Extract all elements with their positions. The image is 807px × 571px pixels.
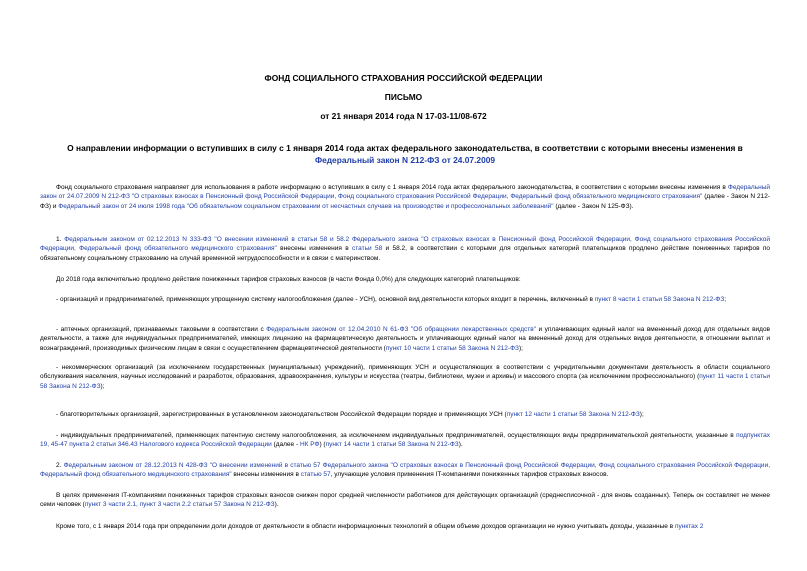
text: , улучающие условия применения IT-компаниями пониженных тарифов страховых взносов.: [330, 471, 609, 479]
text: В целях применения IT-компаниями пониженных тарифов страховых взносов снижен порог средней численности работников для действующих организаций (среднесписочной - для вновь созданных). Теперь он составляет не менее семи человек (: [40, 492, 770, 509]
law-125-link[interactable]: Федеральный закон от 24 июля 1998 года "Об обязательном социальном страховании от несчастных случаев на производстве и профессиональных заболеваний": [58, 202, 554, 210]
text: );: [100, 382, 105, 390]
paragraph-it-income: [40, 522, 770, 531]
text: Фонд социального страхования направляет для использования в работе информацию о вступивших в силу с 1 января 2014 года актах федерального законодательства, в соответствии с которыми внесены изменения в: [56, 184, 728, 191]
article-57-p3-link[interactable]: пункт 3 части 2.1, пункт 3 части 2.2 статьи 57 Закона N 212-ФЗ: [84, 501, 275, 509]
law-61-link[interactable]: Федеральным законом от 12.04.2010 N 61-ФЗ "Об обращении лекарственных средств": [266, 326, 536, 333]
article-58-p12-link[interactable]: пункт 12 части 1 статьи 58 Закона N 212-ФЗ: [506, 411, 640, 418]
text: и 58.2, в соответствии с которыми для отдельных категорий плательщиков продлено действие пониженных тарифов по обязательному социальному страхованию на случай временной нетрудоспособности и в связи с материнством.: [40, 245, 770, 262]
text: ) (: [319, 441, 326, 449]
org-title: ФОНД СОЦИАЛЬНОГО СТРАХОВАНИЯ РОССИЙСКОЙ ФЕДЕРАЦИИ: [264, 73, 543, 83]
article-58-p11-link[interactable]: пункт 11 части 1 статьи 58 Закона N 212-ФЗ: [40, 373, 770, 390]
paragraph-item-2: [40, 461, 770, 480]
tax-code-link[interactable]: НК РФ: [299, 441, 320, 449]
text: До 2018 года включительно продлено действие пониженных тарифов страховых взносов (в части Фонда 0,0%) для следующих категорий плательщиков:: [56, 276, 521, 283]
text: );: [639, 411, 644, 418]
text: - организаций и предпринимателей, применяющих упрощенную систему налогообложения (далее - УСН), основной вид деятельности которых входит в перечень, включенный в: [56, 296, 595, 303]
text: (далее - Закон N 125-ФЗ).: [553, 202, 634, 210]
law-212-link[interactable]: Федеральный закон от 24.07.2009 N 212-ФЗ "О страховых взносах в Пенсионный фонд Российской Федерации, Фонд социального страхования Российской Федерации, Федеральный фонд обязательного медицинского страхования": [40, 184, 770, 201]
points-2-link[interactable]: пунктах 2: [674, 523, 704, 530]
text: - индивидуальных предпринимателей, применяющих патентную систему налогообложения, за исключением индивидуальных предпринимателей, осуществляющих виды предпринимательской деятельности, указанные в: [56, 432, 737, 439]
text: 2.: [56, 462, 64, 469]
article-58-p10-link[interactable]: пункт 10 части 1 статьи 58 Закона N 212-ФЗ: [385, 344, 519, 352]
doc-type: ПИСЬМО: [384, 92, 423, 102]
text: ).: [274, 501, 279, 509]
paragraph-patent: [40, 431, 770, 450]
tax-code-346-43-link[interactable]: подпунктах 19, 45-47 пункта 2 статьи 346.43 Налогового кодекса Российской Федерации: [40, 432, 770, 449]
paragraph-nonprofit: [40, 363, 770, 391]
text: (далее - Закон N 212-ФЗ) и: [40, 193, 770, 210]
text: ).: [458, 441, 463, 449]
text: внесены изменения в: [276, 245, 353, 253]
text: - аптечных организаций, признаваемых таковыми в соответствии с: [56, 326, 267, 333]
text: ;: [724, 296, 727, 303]
article-58-link[interactable]: статьи 58: [352, 245, 383, 253]
text: );: [518, 344, 523, 352]
text: (далее -: [271, 441, 300, 449]
paragraph-charity: [40, 410, 770, 419]
law-428-link[interactable]: Федеральным законом от 28.12.2013 N 428-ФЗ "О внесении изменений в статью 57 Федерального закона "О страховых взносах в Пенсионный фонд Российской Федерации, Фонд социального страхования Российской Федерации, Федеральный фонд обязательного медицинского страхования": [40, 462, 771, 479]
law-333-link[interactable]: Федеральным законом от 02.12.2013 N 333-ФЗ "О внесении изменений в статьи 58 и 58.2 Федерального закона "О страховых взносах в Пенсионный фонд Российской Федерации, Фонд социального страхования Российской Федерации, Федеральный фонд обязательного медицинского страхования": [40, 236, 770, 253]
text: - некоммерческих организаций (за исключением государственных (муниципальных) учреждений), применяющих УСН и осуществляющих в соответствии с учредительными документами деятельность в области социального обслуживания населения, научных исследований и разработок, образования, здравоохранения, культуры и искусства (театры, библиотеки, музеи и архивы) и массового спорта (за исключением профессионального) (: [40, 364, 770, 381]
text: 1.: [56, 236, 65, 243]
subject-text: О направлении информации о вступивших в силу с 1 января 2014 года актах федерального законодательства, в соответствии с которыми внесены изменения в: [67, 143, 743, 153]
paragraph-item-1: [40, 235, 770, 263]
subject-heading: [40, 142, 770, 166]
text: и уплачивающих единый налог на вмененный доход для отдельных видов деятельности, а также для индивидуальных предпринимателей, имеющих лицензию на фармацевтическую деятельность и уплачивающих единый налог на вмененный доход для отдельных видов деятельности, в отношении выплат и вознаграждений, производимых физическим лицам в связи с осуществлением фармацевтической деятельности (: [40, 326, 771, 352]
subject-law-link[interactable]: Федеральный закон N 212-ФЗ от 24.07.2009: [314, 155, 496, 165]
article-57-link[interactable]: статью 57: [300, 471, 331, 479]
article-58-p8-link[interactable]: пункт 8 части 1 статьи 58 Закона N 212-ФЗ: [594, 296, 725, 303]
paragraph-categories-intro: [40, 275, 770, 284]
text: Кроме того, с 1 января 2014 года при определении доли доходов от деятельности в области информационных технологий в общем объеме доходов организации не нужно учитывать доходы, указанные в: [56, 523, 675, 530]
article-58-p14-link[interactable]: пункт 14 части 1 статьи 58 Закона N 212-ФЗ: [325, 441, 459, 449]
text: внесены изменения в: [231, 471, 301, 479]
paragraph-it-threshold: [40, 491, 770, 510]
doc-date-number: от 21 января 2014 года N 17-03-11/08-672: [320, 111, 487, 121]
paragraph-usn: [40, 295, 770, 304]
paragraph-intro: [40, 183, 770, 211]
paragraph-pharmacy: [40, 325, 770, 353]
text: - благотворительных организаций, зарегистрированных в установленном законодательством Российской Федерации порядке и применяющих УСН (: [56, 411, 507, 418]
